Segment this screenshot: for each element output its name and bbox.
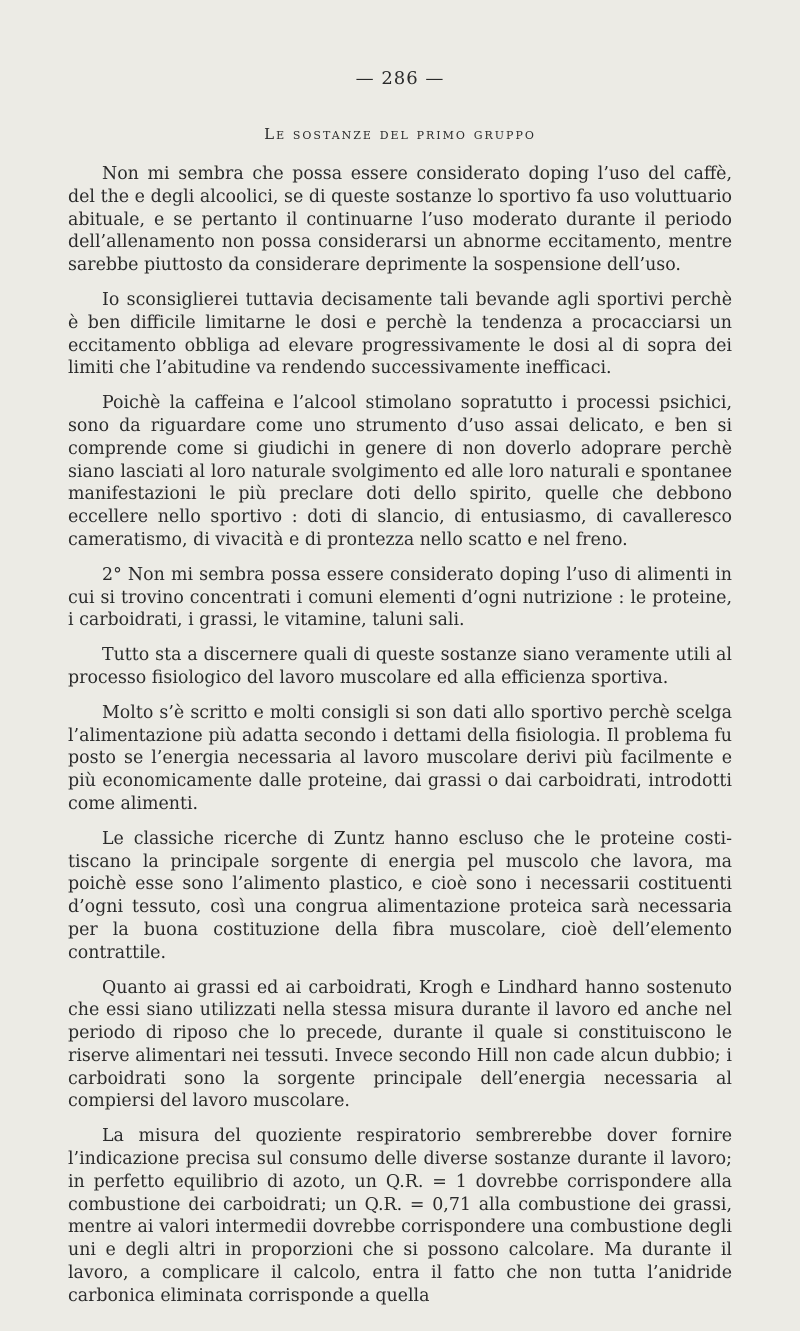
paragraph-8: Quanto ai grassi ed ai carboidrati, Krogh e Lindhard hanno sostenuto che essi siano utilizzati nella stessa misura durante il lavoro ed anche nel periodo di riposo che lo precede, durante il quale si constituiscono le riserve alimentari nei tessuti. Invece secondo Hill non cade alcun dubbio; i carboidrati sono la sorgente principale dell’energia necessaria al compiersi del lavoro muscolare. (68, 977, 732, 1112)
body-text (68, 163, 732, 1308)
paragraph-4: 2° Non mi sembra possa essere considerato doping l’uso di alimenti in cui si trovino concentrati i comuni elementi d’ogni nutrizione : le proteine, i carboidrati, i grassi, le vitamine, taluni sali. (68, 564, 732, 631)
page-number: — 286 — (355, 68, 445, 89)
paragraph-1: Non mi sembra che possa essere considerato doping l’uso del caffè, del the e degli alcoolici, se di queste sostanze lo sportivo fa uso voluttuario abituale, e se pertanto il continuarne l’uso moderato durante il periodo dell’allenamento non possa considerarsi un abnorme eccitamento, mentre sarebbe piuttosto da considerare deprimente la sospensione dell’uso. (68, 164, 732, 276)
paragraph-3: Poichè la caffeina e l’alcool stimolano sopratutto i processi psichici, sono da riguardare come uno strumento d’uso assai delicato, e ben si comprende come si giudichi in genere di non doverlo adoprare perchè siano lasciati al loro naturale svolgimento ed alle loro naturali e spontanee manifestazioni le più preclare doti dello spirito, quelle che debbono eccellere nello sportivo : doti di slancio, di entusiasmo, di cavalleresco cameratismo, di vivacità e di prontezza nello scatto e nel freno. (68, 393, 732, 550)
paragraph-2: Io sconsiglierei tuttavia decisamente tali bevande agli sportivi perchè è ben difficile limitarne le dosi e perchè la tendenza a procacciarsi un eccitamento obbliga ad elevare progressivamente le dosi al di sopra dei limiti che l’abitudine va rendendo successivamente inefficaci. (68, 289, 732, 379)
section-title: Le sostanze del primo gruppo (264, 125, 536, 143)
paragraph-7: Le classiche ricerche di Zuntz hanno escluso che le proteine costitiscano la principale sorgente di energia pel muscolo che lavora, ma poichè esse sono l’alimento plastico, e cioè sono i necessarii costituenti d’ogni tessuto, così una congrua alimentazione proteica sarà necessaria per la buona costituzione della fibra muscolare, cioè dell’elemento contrattile. (68, 828, 732, 963)
paragraph-6: Molto s’è scritto e molti consigli si son dati allo sportivo perchè scelga l’alimentazione più adatta secondo i dettami della fisiologia. Il problema fu posto se l’energia necessaria al lavoro muscolare derivi più facilmente e più economicamente dalle proteine, dai grassi o dai carboidrati, introdotti come alimenti. (68, 702, 732, 814)
paragraph-9: La misura del quoziente respiratorio sembrerebbe dover fornire l’indicazione precisa sul consumo delle diverse sostanze durante il lavoro; in perfetto equilibrio di azoto, un Q.R. = 1 dovrebbe corrispondere alla combustione dei carboidrati; un Q.R. = 0,71 alla combustione dei grassi, mentre ai valori intermedii dovrebbe corrispondere una combustione degli uni e degli altri in proporzioni che si possono calcolare. Ma durante il lavoro, a complicare il calcolo, entra il fatto che non tutta l’anidride carbonica eliminata corrisponde a quella (68, 1126, 732, 1306)
paragraph-5: Tutto sta a discernere quali di queste sostanze siano veramente utili al processo fisiologico del lavoro muscolare ed alla efficienza sportiva. (68, 645, 732, 688)
